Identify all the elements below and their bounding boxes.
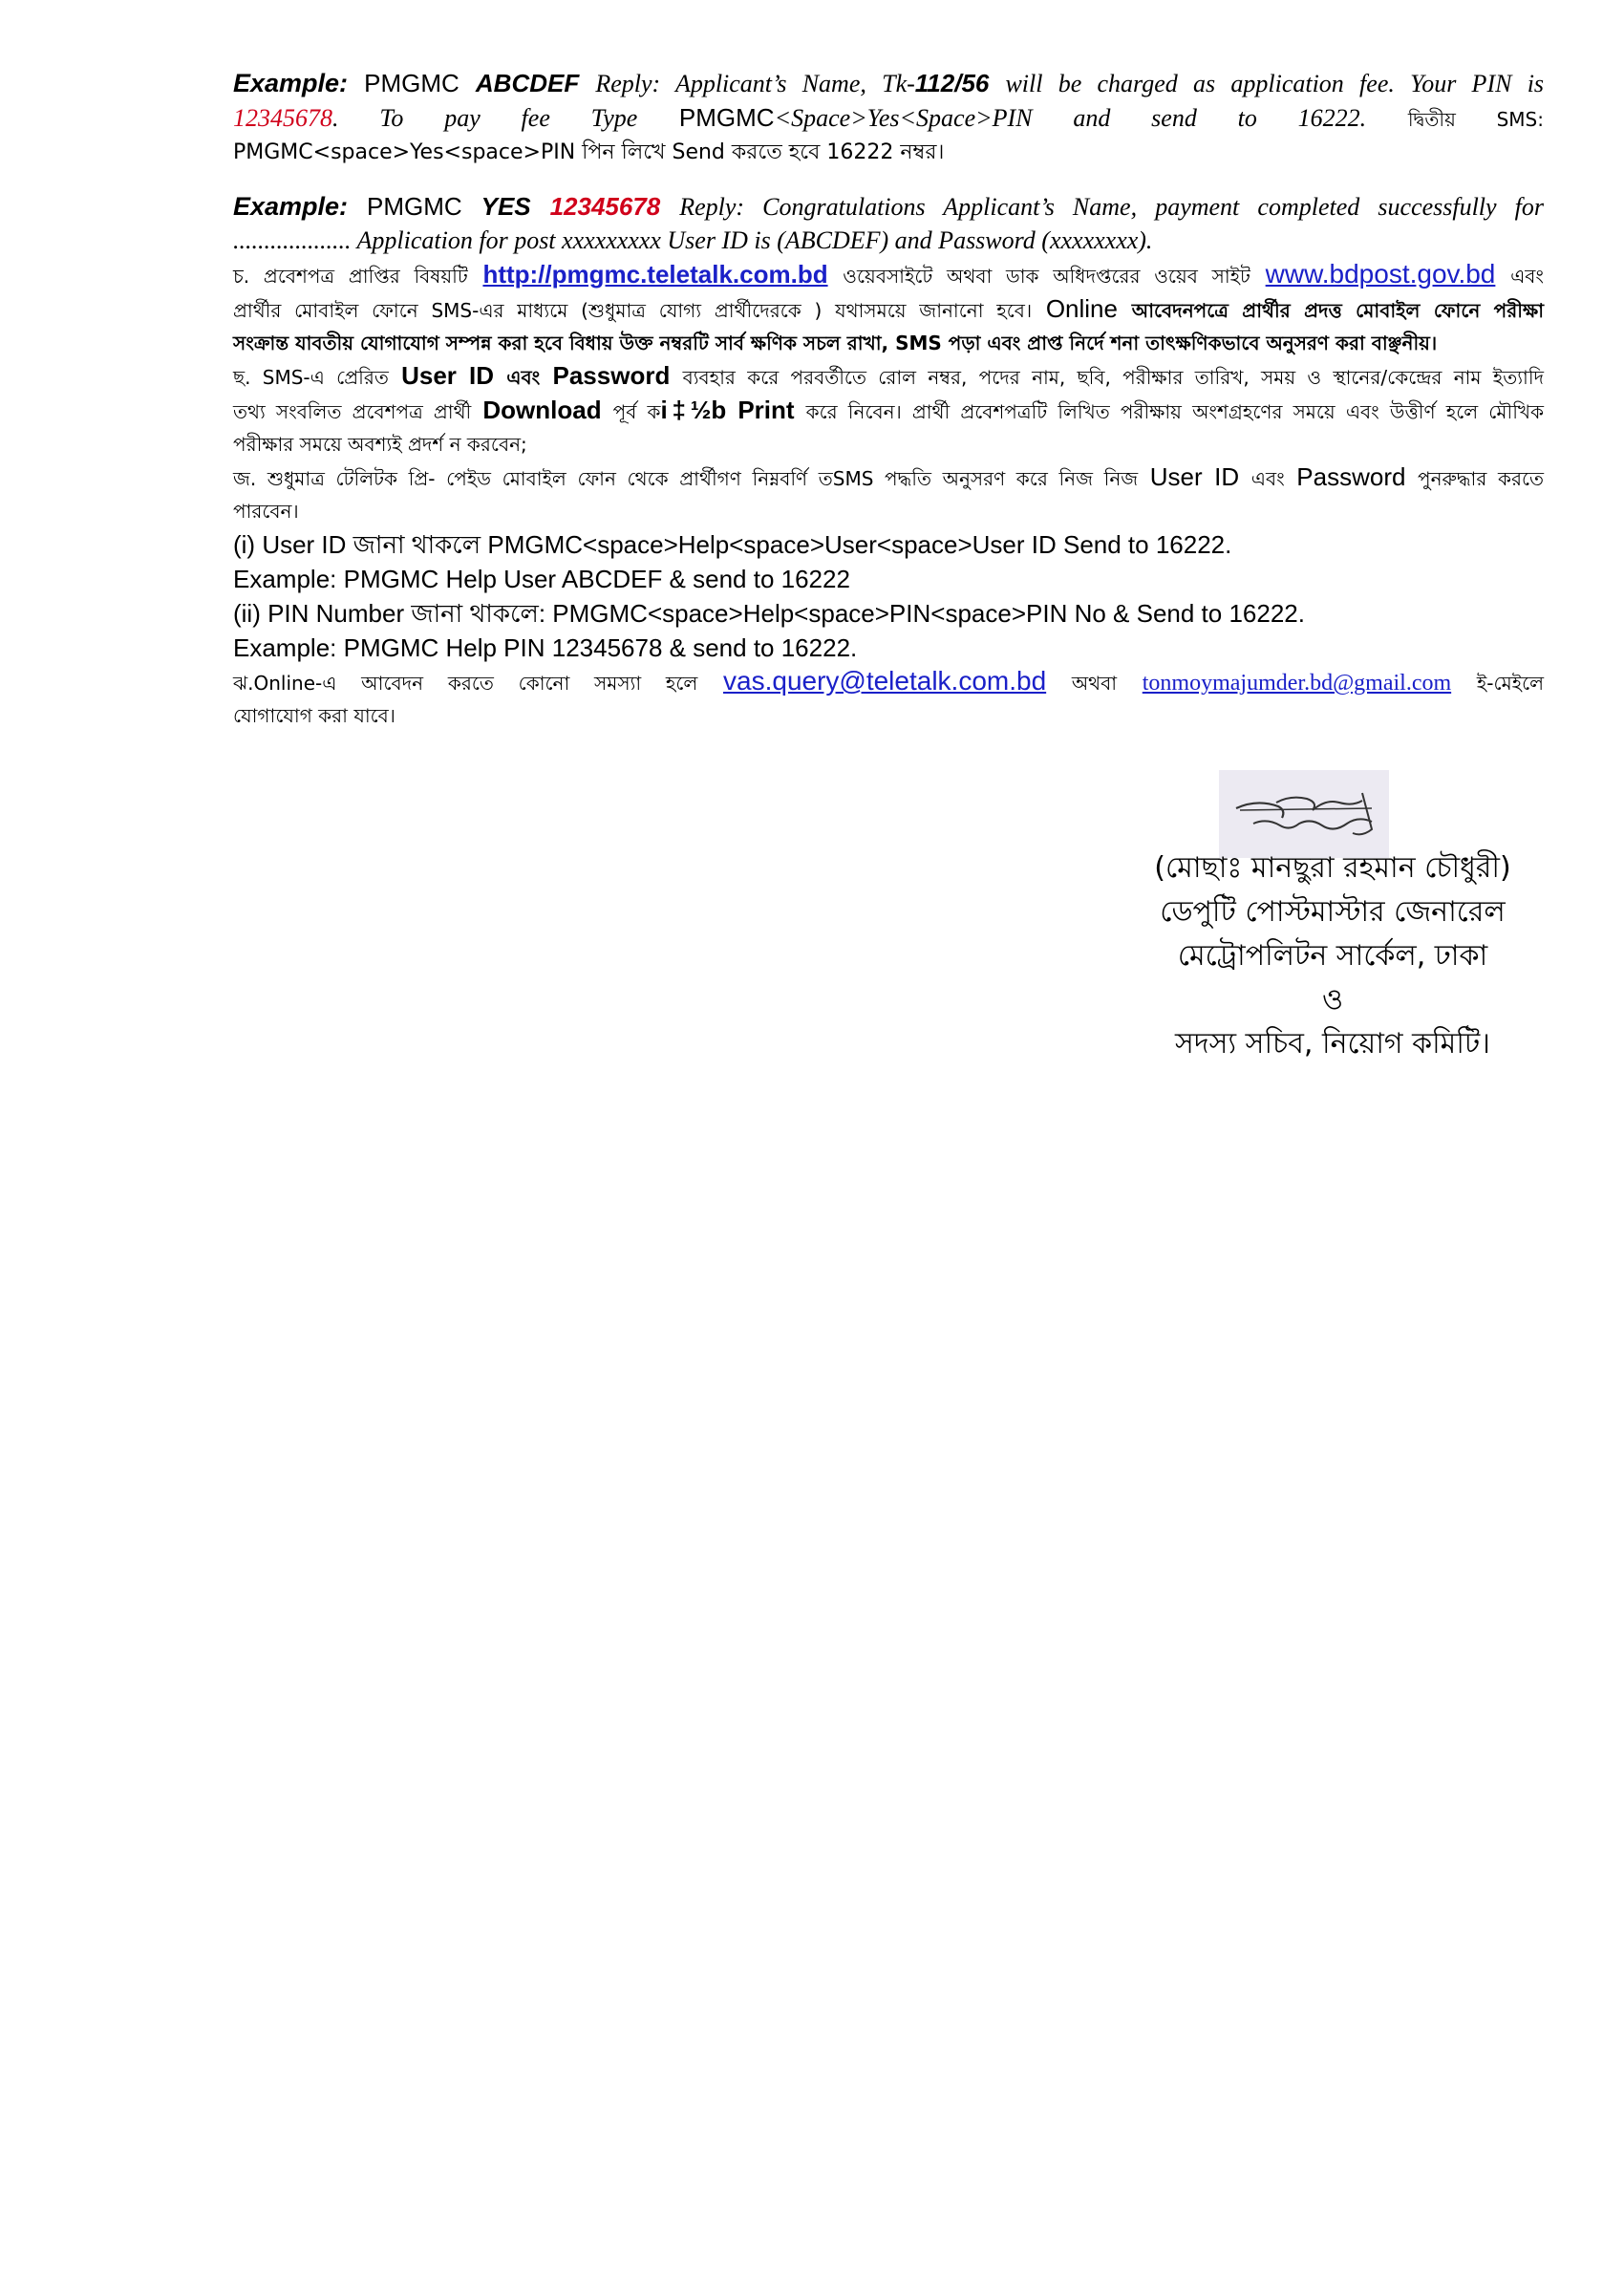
instruction-example: Example: PMGMC Help PIN 12345678 & send to 16222. <box>233 633 858 662</box>
signatory-conjunction: ও <box>1321 983 1344 1017</box>
recovery-line-2 <box>233 495 1544 527</box>
download-term: Download <box>482 396 602 424</box>
clause-text: চ. প্রবেশপত্র প্রাপ্তির বিষয়টি <box>233 265 468 288</box>
clause-text-bold: সংক্রান্ত যাবতীয় যোগাযোগ সম্পন্ন করা হবে বিধায় উক্ত নম্বরটি সার্ব ক্ষণিক সচল রাখা, SMS পড়া এবং প্রাপ্ত নির্দে শনা তাৎক্ষণিকভাবে অনুসরণ করা বাঞ্ছনীয়। <box>233 332 1438 354</box>
clause-text: ওয়েবসাইটে অথবা ডাক অধিদপ্তরের ওয়েব সাইট <box>843 265 1250 288</box>
clause-text: জ. শুধুমাত্র টেলিটক প্রি- পেইড মোবাইল ফোন থেকে প্রার্থীগণ নিম্নবর্ণি তSMS পদ্ধতি অনুসরণ করে নিজ নিজ <box>233 467 1139 490</box>
credentials-line-1 <box>233 359 1544 394</box>
clause-text: পুনরুদ্ধার করতে <box>1418 467 1544 490</box>
signatory-title: ডেপুটি পোস্টমাস্টার জেনারেল <box>1160 895 1506 929</box>
signatory-name: (মোছাঃ মানছুরা রহমান চৌধুরী) <box>1154 851 1511 885</box>
instruction-label: (i) User ID জানা থাকলে <box>233 530 481 559</box>
example-2-line-2 <box>233 225 1544 258</box>
teletalk-website-link[interactable]: http://pmgmc.teletalk.com.bd <box>482 260 828 289</box>
example-1-line-3 <box>233 136 1544 169</box>
reply-text: ................... Application for post xxxxxxxxx User ID is (ABCDEF) and Password (xxxxxxxx). <box>233 226 1153 254</box>
reply-text: will be charged as application fee. Your PIN is <box>1005 70 1545 97</box>
recovery-line-1 <box>233 461 1544 495</box>
example-1-line-1 <box>233 67 1544 101</box>
example-label: Example: <box>233 69 349 97</box>
sms-command: PMGMC <box>678 103 775 132</box>
instruction-format: PMGMC<space>Help<space>PIN<space>PIN No & Send to 16222. <box>552 599 1305 628</box>
clause-text: এবং <box>1510 265 1545 288</box>
instruction-example: Example: PMGMC Help User ABCDEF & send to 16222 <box>233 565 850 593</box>
recovery-userid-line <box>233 527 1544 562</box>
print-term: Print <box>737 396 795 424</box>
second-sms-label: দ্বিতীয় SMS: <box>1407 108 1544 131</box>
clause-text: ঝ.Online-এ আবেদন করতে কোনো সমস্যা হলে <box>233 672 698 695</box>
admit-card-line-3 <box>233 327 1544 359</box>
contact-line-2 <box>233 699 1544 732</box>
conjunction: অথবা <box>1071 672 1118 695</box>
example-2-line-1 <box>233 190 1544 225</box>
handwritten-signature <box>1219 770 1389 858</box>
user-id-term: User ID <box>401 361 495 390</box>
support-email-link[interactable]: tonmoymajumder.bd@gmail.com <box>1142 671 1452 696</box>
recovery-pin-example <box>233 631 1544 665</box>
credentials-line-2 <box>233 394 1544 428</box>
pin-value: 12345678 <box>233 104 332 132</box>
recovery-userid-example <box>233 562 1544 596</box>
online-word: Online <box>1045 294 1118 323</box>
clause-text: যোগাযোগ করা যাবে। <box>233 704 395 727</box>
instruction-label: (ii) PIN Number জানা থাকলে: <box>233 599 546 628</box>
admit-card-line-1 <box>233 258 1544 292</box>
password-term: Password <box>552 361 671 390</box>
instruction-format: PMGMC<space>Help<space>User<space>User ID Send to 16222. <box>487 530 1232 559</box>
sms-argument: ABCDEF <box>475 69 580 97</box>
signatory-role: সদস্য সচিব, নিয়োগ কমিটি। <box>1175 1027 1490 1061</box>
garbled-glyph: i‡½b <box>660 396 727 424</box>
clause-text: করে নিবেন। প্রার্থী প্রবেশপত্রটি লিখিত পরীক্ষায় অংশগ্রহণের সময়ে এবং উত্তীর্ণ হলে মৌখিক <box>805 400 1545 423</box>
reply-text: . To pay fee Type <box>332 104 638 132</box>
example-1-line-2 <box>233 101 1544 136</box>
password-term: Password <box>1296 462 1406 491</box>
admit-card-line-2 <box>233 292 1544 327</box>
conjunction: এবং <box>1250 467 1285 490</box>
clause-text: পূর্ব ক <box>612 400 661 423</box>
fee-amount: 112/56 <box>914 69 990 97</box>
signature-block <box>1118 846 1548 1066</box>
sms-format: <Space>Yes<Space>PIN and send to 16222. <box>774 104 1367 132</box>
sms-command: PMGMC <box>367 192 462 221</box>
example-label: Example: <box>233 192 349 221</box>
signatory-office: মেট্রোপলিটন সার্কেল, ঢাকা <box>1177 939 1488 973</box>
clause-text: পারবেন। <box>233 500 299 523</box>
teletalk-email-link[interactable]: vas.query@teletalk.com.bd <box>723 666 1047 696</box>
clause-text: ই-মেইলে <box>1476 672 1545 695</box>
credentials-line-3 <box>233 428 1544 461</box>
recovery-pin-line <box>233 596 1544 631</box>
reply-text: Reply: Applicant’s Name, Tk- <box>595 70 915 97</box>
sms-yes: YES <box>481 192 531 221</box>
reply-text: Reply: Congratulations Applicant’s Name, payment completed successfully for <box>679 193 1545 221</box>
document-body <box>233 67 1544 732</box>
conjunction: এবং <box>506 366 541 389</box>
clause-text-bold: আবেদনপত্রে প্রার্থীর প্রদত্ত মোবাইল ফোনে পরীক্ষা <box>1131 299 1544 322</box>
second-sms-format: PMGMC<space>Yes<space>PIN পিন লিখে Send করতে হবে 16222 নম্বর। <box>233 140 945 164</box>
bdpost-website-link[interactable]: www.bdpost.gov.bd <box>1265 259 1496 289</box>
pin-value: 12345678 <box>549 192 661 221</box>
contact-line-1 <box>233 665 1544 699</box>
user-id-term: User ID <box>1149 462 1240 491</box>
clause-text: পরীক্ষার সময়ে অবশ্যই প্রদর্শ ন করবেন; <box>233 433 527 456</box>
clause-text: ব্যবহার করে পরবর্তীতে রোল নম্বর, পদের নাম, ছবি, পরীক্ষার তারিখ, সময় ও স্থানের/কেন্দ্রের নাম ইত্যাদি <box>682 366 1545 389</box>
clause-text: প্রার্থীর মোবাইল ফোনে SMS-এর মাধ্যমে (শুধুমাত্র যোগ্য প্রার্থীদেরকে ) যথাসময়ে জানানো হবে। <box>233 299 1033 322</box>
clause-text: ছ. SMS-এ প্রেরিত <box>233 366 389 389</box>
clause-text: তথ্য সংবলিত প্রবেশপত্র প্রার্থী <box>233 400 472 423</box>
sms-command: PMGMC <box>364 69 459 97</box>
